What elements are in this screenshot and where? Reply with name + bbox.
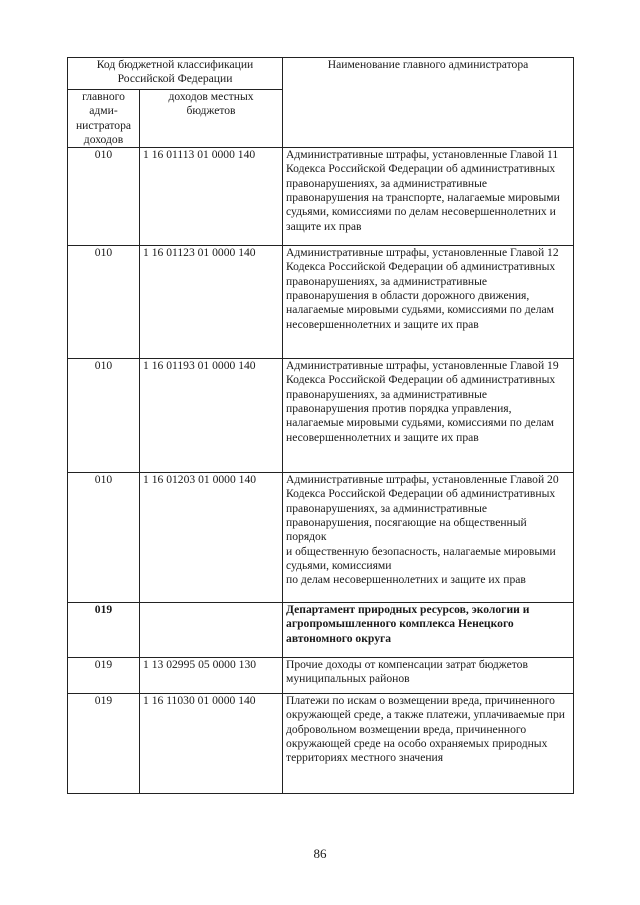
budget-classification-table	[67, 57, 574, 794]
administrator-name-cell: Платежи по искам о возмещении вреда, причиненного окружающей среде, а также платежи, уплачиваемые при добровольном возмещении вреда, причиненного окружающей среде на особо охраняемых природных территориях местного значения	[283, 694, 574, 794]
table-row-department	[68, 603, 574, 658]
administrator-name-cell: Административные штрафы, установленные Главой 19 Кодекса Российской Федерации об административных правонарушениях, за административные правонарушения против порядка управления, налагаемые мировыми судьями, комиссиями по делам несовершеннолетних и защите их прав	[283, 359, 574, 473]
admin-code-cell: 019	[68, 658, 140, 694]
admin-code-cell: 010	[68, 148, 140, 246]
income-code-cell: 1 16 01203 01 0000 140	[140, 473, 283, 603]
header-local-budget-income: доходов местных бюджетов	[140, 90, 283, 148]
admin-code-cell: 019	[68, 603, 140, 658]
table-row	[68, 359, 574, 473]
admin-code-cell: 010	[68, 246, 140, 359]
administrator-name-cell: Административные штрафы, установленные Главой 11 Кодекса Российской Федерации об административных правонарушениях, за административные правонарушения на транспорте, налагаемые мировыми судьями, комиссиями по делам несовершеннолетних и защите их прав	[283, 148, 574, 246]
header-administrator-name: Наименование главного администратора	[283, 58, 574, 148]
table-row	[68, 246, 574, 359]
page-number: 86	[313, 846, 327, 861]
table-row	[68, 694, 574, 794]
administrator-name-cell: Административные штрафы, установленные Главой 20 Кодекса Российской Федерации об административных правонарушениях, за административные правонарушения, посягающие на общественный порядок и общественную безопасность, налагаемые мировыми судьями, комиссиями по делам несовершеннолетних и защите их прав	[283, 473, 574, 603]
income-code-cell: 1 16 01113 01 0000 140	[140, 148, 283, 246]
table-row	[68, 658, 574, 694]
income-code-cell: 1 16 11030 01 0000 140	[140, 694, 283, 794]
administrator-name-cell: Административные штрафы, установленные Главой 12 Кодекса Российской Федерации об административных правонарушениях, за административные правонарушения в области дорожного движения, налагаемые мировыми судьями, комиссиями по делам несовершеннолетних и защите их прав	[283, 246, 574, 359]
table-row	[68, 148, 574, 246]
admin-code-cell: 010	[68, 473, 140, 603]
table-row	[68, 473, 574, 603]
admin-code-cell: 019	[68, 694, 140, 794]
department-name-cell: Департамент природных ресурсов, экологии и агропромышленного комплекса Ненецкого автономного округа	[283, 603, 574, 658]
income-code-cell: 1 16 01193 01 0000 140	[140, 359, 283, 473]
administrator-name-cell: Прочие доходы от компенсации затрат бюджетов муниципальных районов	[283, 658, 574, 694]
header-budget-code-group: Код бюджетной классификации Российской Федерации	[68, 58, 283, 90]
income-code-cell: 1 16 01123 01 0000 140	[140, 246, 283, 359]
income-code-cell: 1 13 02995 05 0000 130	[140, 658, 283, 694]
header-chief-administrator: главного адми-нистратора доходов	[68, 90, 140, 148]
admin-code-cell: 010	[68, 359, 140, 473]
income-code-cell	[140, 603, 283, 658]
